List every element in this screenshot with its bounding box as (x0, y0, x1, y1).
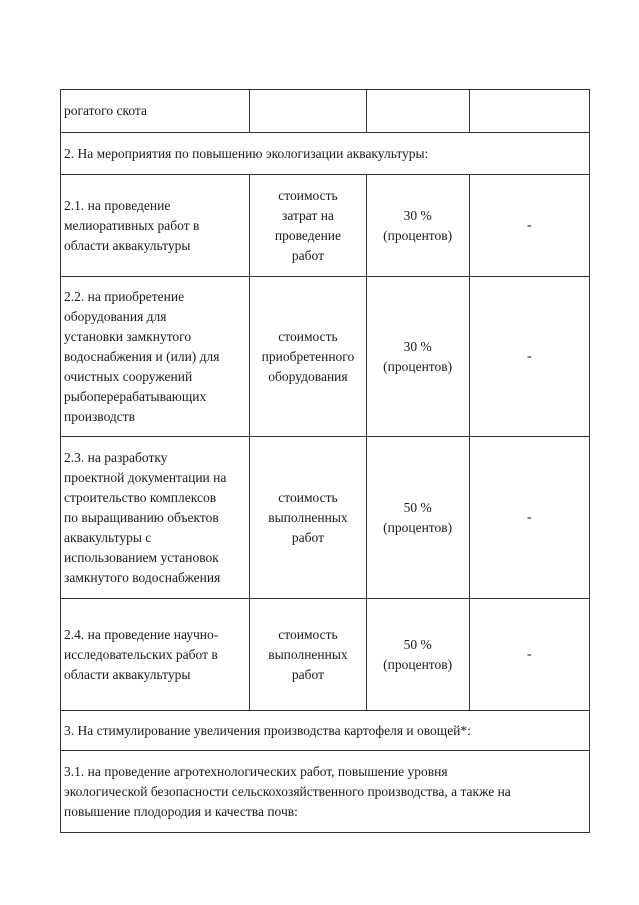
item-extra: - (527, 509, 532, 525)
item-base-cell (250, 599, 366, 711)
item-extra-cell (469, 277, 589, 437)
item-rate-cell (366, 175, 469, 277)
item-rate: 50 % (процентов) (383, 636, 453, 672)
item-description-cell (61, 599, 250, 711)
item-extra: - (527, 646, 532, 662)
item-description-cell (61, 175, 250, 277)
row-description: рогатого скота (64, 103, 147, 118)
item-rate-cell (366, 599, 469, 711)
row-base-cell (250, 90, 366, 133)
table-row (61, 175, 590, 277)
item-description-cell (61, 437, 250, 599)
item-base-cell (250, 277, 366, 437)
section-header-row (61, 711, 590, 751)
item-extra-cell (469, 437, 589, 599)
item-rate: 30 % (процентов) (383, 207, 453, 243)
item-description: 2.3. на разработку проектной документации на строительство комплексов по выращиванию объектов аквакультуры с использованием установок замкнутого водоснабжения (64, 449, 227, 585)
item-description-cell (61, 277, 250, 437)
section-2-header-cell (61, 133, 590, 175)
item-base: стоимость приобретенного оборудования (261, 328, 355, 384)
row-rate-cell (366, 90, 469, 133)
section-header-row (61, 133, 590, 175)
table-row (61, 277, 590, 437)
item-base: стоимость выполненных работ (268, 626, 348, 682)
section-3-header: 3. На стимулирование увеличения производства картофеля и овощей*: (64, 722, 471, 738)
table-row (61, 437, 590, 599)
item-extra-cell (469, 599, 589, 711)
table-row (61, 599, 590, 711)
item-extra: - (527, 348, 532, 364)
row-description-cell (61, 90, 250, 133)
table-row (61, 90, 590, 133)
item-base: стоимость выполненных работ (268, 489, 348, 545)
item-base-cell (250, 437, 366, 599)
section-3-header-cell (61, 711, 590, 751)
subsidy-rates-table (60, 89, 590, 833)
item-rate: 30 % (процентов) (383, 338, 453, 374)
item-description: 2.2. на приобретение оборудования для установки замкнутого водоснабжения и (или) для очистных сооружений рыбоперерабатывающих производств (64, 288, 220, 424)
item-base-cell (250, 175, 366, 277)
section-3-1-cell (61, 751, 590, 833)
item-rate-cell (366, 277, 469, 437)
item-description: 2.4. на проведение научно- исследовательских работ в области аквакультуры (64, 626, 219, 682)
row-extra-cell (469, 90, 589, 133)
section-subitem-row (61, 751, 590, 833)
item-description: 2.1. на проведение мелиоративных работ в области аквакультуры (64, 197, 200, 253)
section-3-1-text: 3.1. на проведение агротехнологических работ, повышение уровня экологической безопасности сельскохозяйственного производства, а также на повышение плодородия и качества почв: (64, 763, 511, 819)
item-extra: - (527, 217, 532, 233)
section-2-header: 2. На мероприятия по повышению экологизации аквакультуры: (64, 145, 429, 161)
item-rate-cell (366, 437, 469, 599)
item-base: стоимость затрат на проведение работ (274, 187, 342, 263)
item-rate: 50 % (процентов) (383, 499, 453, 535)
item-extra-cell (469, 175, 589, 277)
